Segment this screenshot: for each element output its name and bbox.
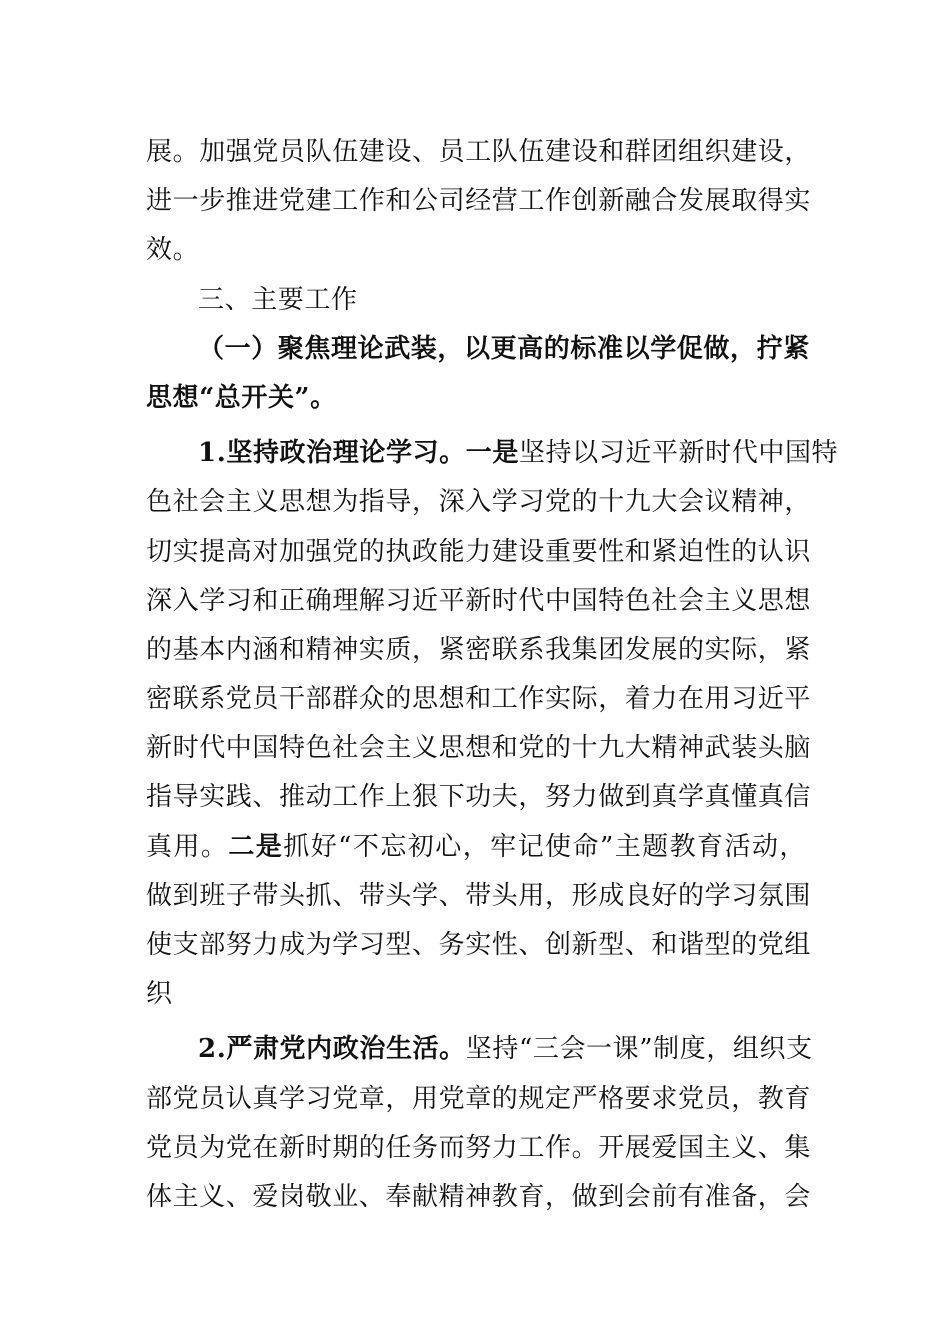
paragraph-line: 切实提高对加强党的执政能力建设重要性和紧迫性的认识 xyxy=(146,536,812,567)
document-page xyxy=(146,128,839,1222)
item-1-first-line xyxy=(146,429,839,478)
item-1-text: 抓好“不忘初心，牢记使命”主题教育活动， xyxy=(283,831,806,862)
paragraph-line xyxy=(146,823,806,872)
paragraph-line: 体主义、爱岗敬业、奉献精神教育，做到会前有准备，会 xyxy=(146,1181,812,1212)
item-1-lead-one: 一是 xyxy=(465,438,519,469)
subheading-line: 思想“总开关”。 xyxy=(146,382,337,413)
paragraph-line: 织 xyxy=(146,979,173,1010)
paragraph-line: 的基本内涵和精神实质，紧密联系我集团发展的实际，紧 xyxy=(146,634,812,665)
item-2-title: 2.严肃党内政治生活。 xyxy=(198,1034,466,1065)
paragraph-line: 色社会主义思想为指导，深入学习党的十九大会议精神， xyxy=(146,487,812,518)
paragraph-line: 效。 xyxy=(146,235,200,266)
paragraph-line: 指导实践、推动工作上狠下功夫，努力做到真学真懂真信 xyxy=(146,782,812,813)
item-1-lead-two: 二是 xyxy=(228,831,284,862)
item-1-text: 真用。 xyxy=(146,831,229,862)
section-heading: 三、主要工作 xyxy=(198,284,358,315)
paragraph-line: 党员为党在新时期的任务而努力工作。开展爱国主义、集 xyxy=(146,1132,812,1163)
paragraph-line: 新时代中国特色社会主义思想和党的十九大精神武装头脑 xyxy=(146,733,812,764)
paragraph-line: 深入学习和正确理解习近平新时代中国特色社会主义思想 xyxy=(146,585,812,616)
subheading-line: （一）聚焦理论武装，以更高的标准以学促做，拧紧 xyxy=(198,333,810,364)
paragraph-line: 展。加强党员队伍建设、员工队伍建设和群团组织建设， xyxy=(146,137,812,167)
paragraph-line: 使支部努力成为学习型、务实性、创新型、和谐型的党组 xyxy=(146,930,812,960)
item-2-first-line xyxy=(146,1025,813,1074)
paragraph-line: 密联系党员干部群众的思想和工作实际，着力在用习近平 xyxy=(146,684,812,715)
item-1-title: 1.坚持政治理论学习。 xyxy=(198,438,466,469)
paragraph-line: 部党员认真学习党章，用党章的规定严格要求党员，教育 xyxy=(146,1083,812,1114)
paragraph-line: 进一步推进党建工作和公司经营工作创新融合发展取得实 xyxy=(146,186,812,217)
paragraph-line: 做到班子带头抓、带头学、带头用，形成良好的学习氛围 xyxy=(146,880,812,911)
item-2-text: 坚持“三会一课”制度，组织支 xyxy=(465,1034,813,1065)
item-1-text: 坚持以习近平新时代中国特 xyxy=(518,438,839,469)
